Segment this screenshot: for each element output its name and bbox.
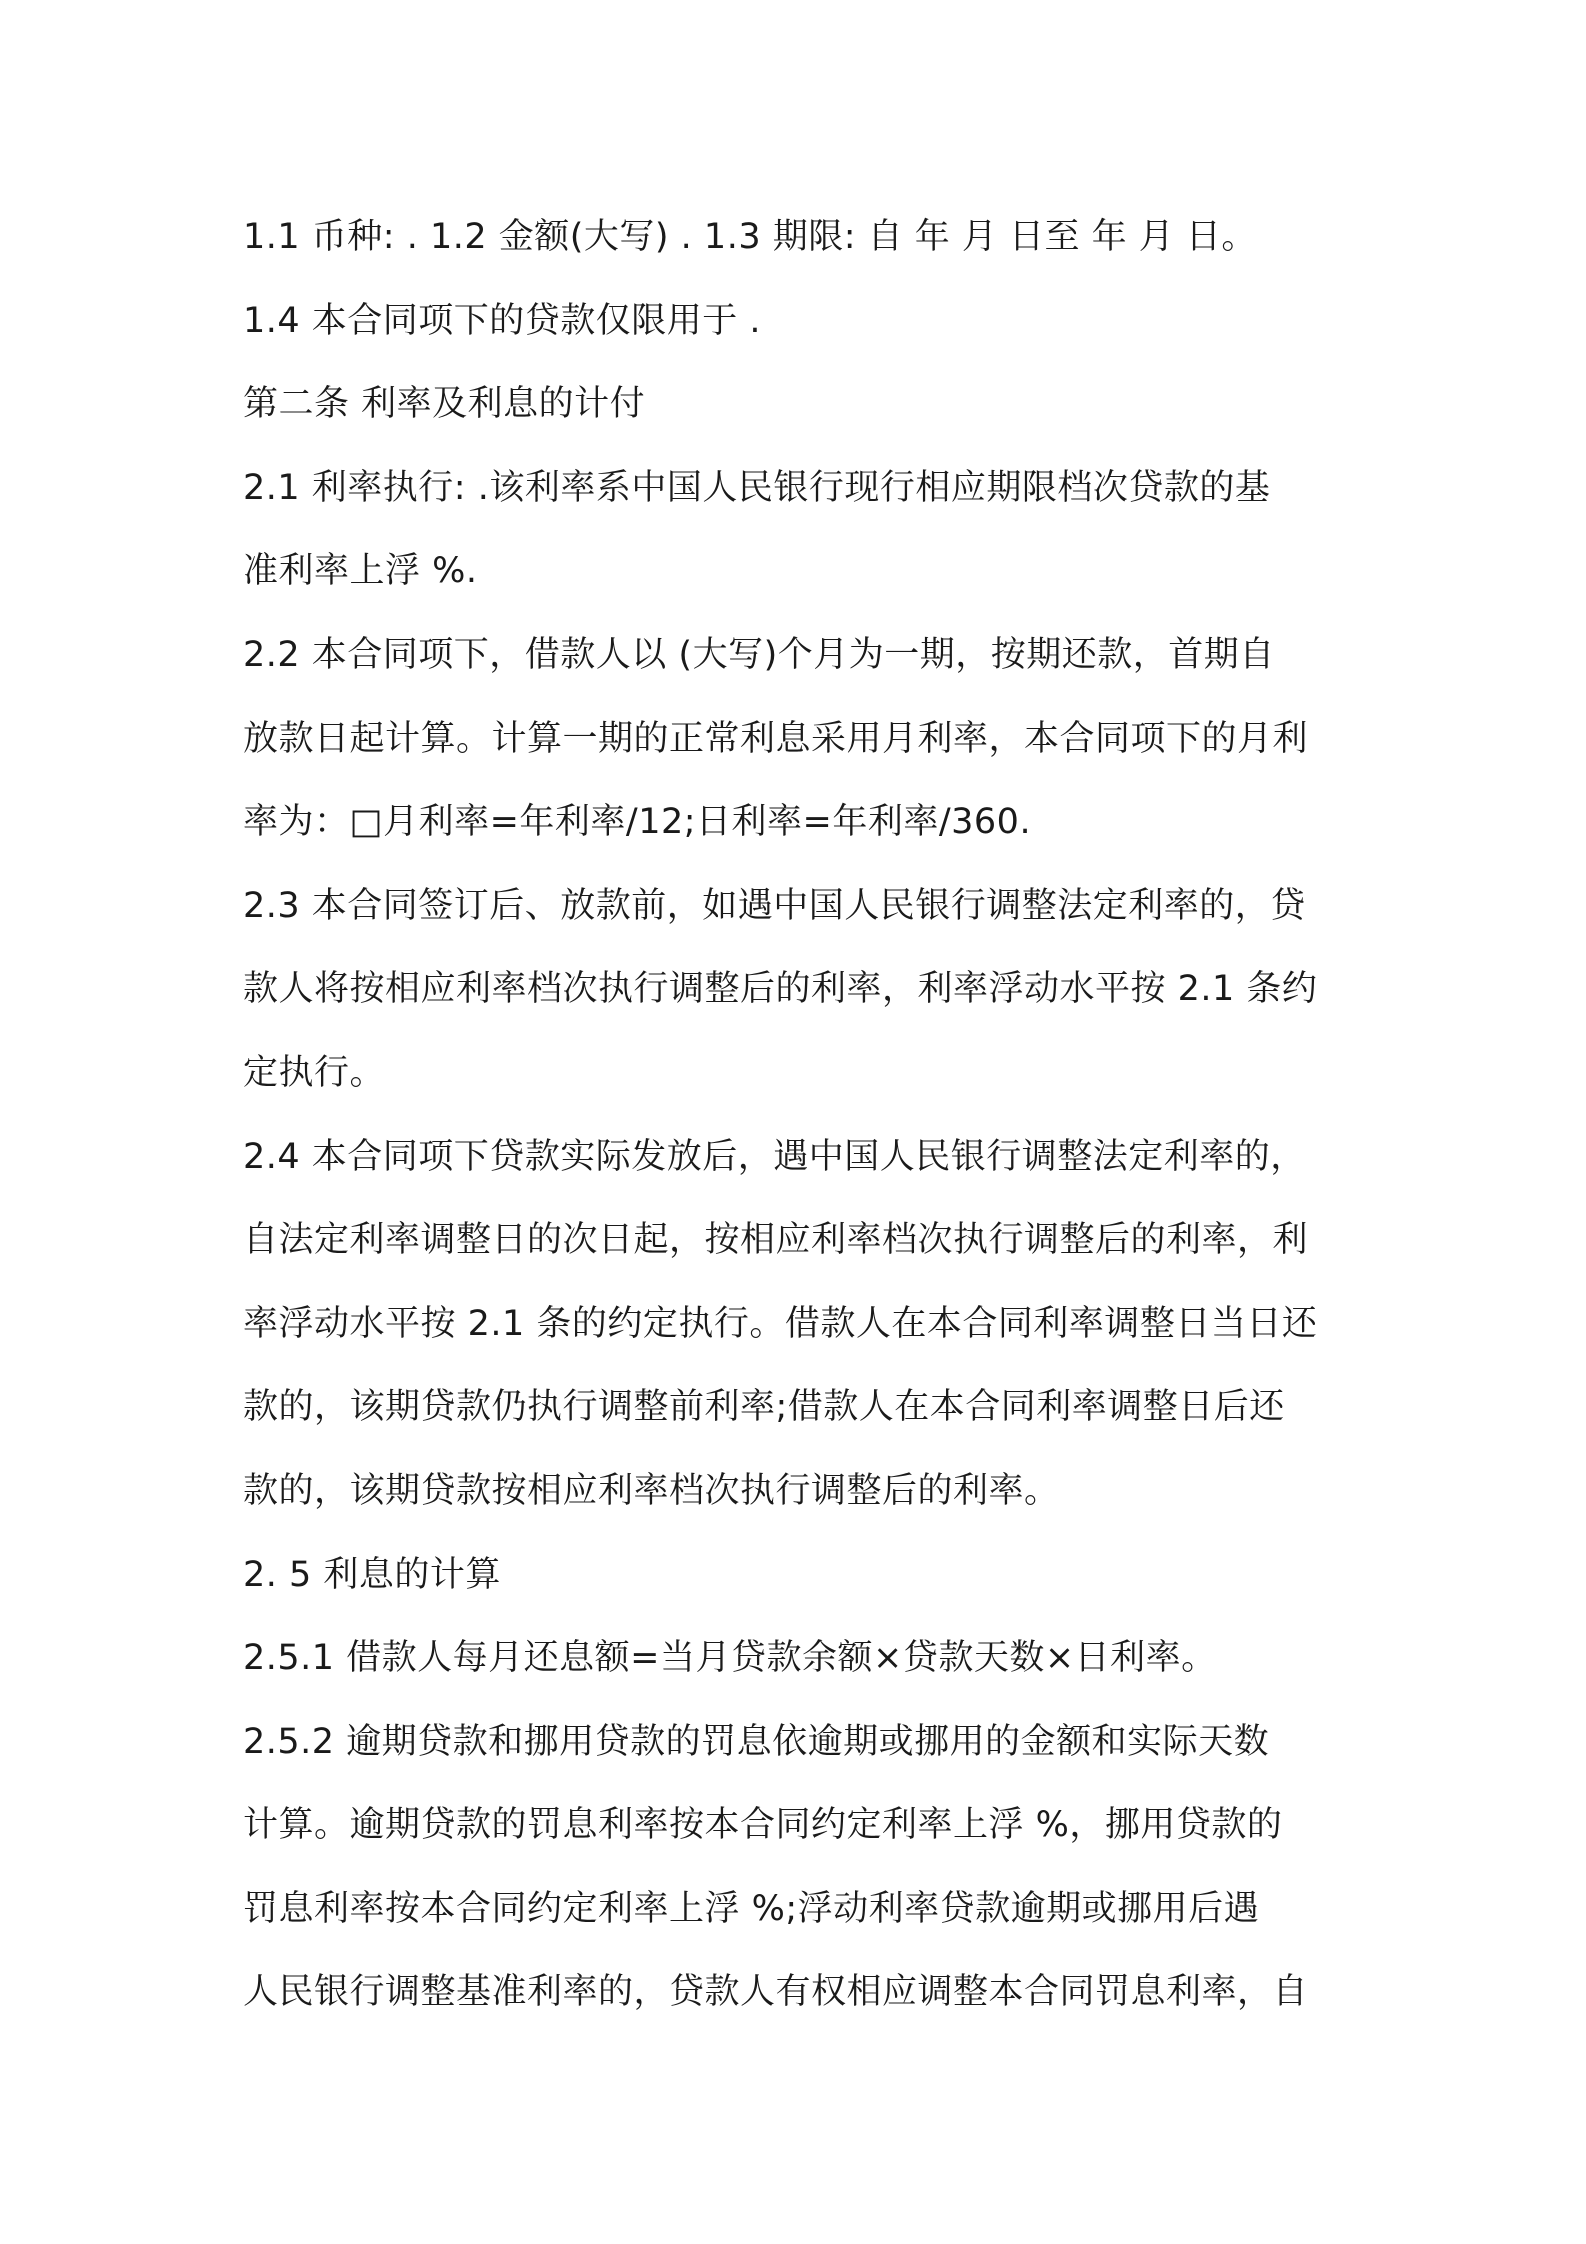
clause-2-5-1-line: 2.5.1 借款人每月还息额=当月贷款余额×贷款天数×日利率。 — [243, 1638, 1217, 1679]
clause-2-2-line-2: 放款日起计算。计算一期的正常利息采用月利率，本合同项下的月利 — [243, 718, 1309, 759]
clause-2-3-line-2: 款人将按相应利率档次执行调整后的利率，利率浮动水平按 2.1 条约 — [243, 969, 1318, 1010]
contract-text — [243, 196, 1363, 2035]
clause-2-4-line-1: 2.4 本合同项下贷款实际发放后，遇中国人民银行调整法定利率的， — [243, 1136, 1306, 1177]
clause-2-1-line-1: 2.1 利率执行: .该利率系中国人民银行现行相应期限档次贷款的基 — [243, 467, 1271, 508]
clause-2-2-line-1: 2.2 本合同项下，借款人以 (大写)个月为一期，按期还款，首期自 — [243, 634, 1275, 675]
clause-2-5-2-line-2: 计算。逾期贷款的罚息利率按本合同约定利率上浮 %，挪用贷款的 — [243, 1805, 1283, 1846]
clause-2-5-2-line-4: 人民银行调整基准利率的，贷款人有权相应调整本合同罚息利率，自 — [243, 1972, 1309, 2013]
clause-2-5-2-line-1: 2.5.2 逾期贷款和挪用贷款的罚息依逾期或挪用的金额和实际天数 — [243, 1721, 1270, 1762]
clause-2-4-line-5: 款的，该期贷款按相应利率档次执行调整后的利率。 — [243, 1470, 1060, 1511]
clause-2-3-line-3: 定执行。 — [243, 1052, 386, 1093]
clause-1-4-line: 1.4 本合同项下的贷款仅限用于 . — [243, 300, 762, 341]
clause-2-5-2-line-3: 罚息利率按本合同约定利率上浮 %;浮动利率贷款逾期或挪用后遇 — [243, 1888, 1260, 1929]
clause-2-1-line-2: 准利率上浮 %. — [243, 551, 478, 592]
clause-2-4-line-3: 率浮动水平按 2.1 条的约定执行。借款人在本合同利率调整日当日还 — [243, 1303, 1318, 1344]
clause-2-2-line-3: 率为：□月利率=年利率/12;日利率=年利率/360. — [243, 802, 1032, 843]
clause-2-3-line-1: 2.3 本合同签订后、放款前，如遇中国人民银行调整法定利率的，贷 — [243, 885, 1306, 926]
clause-2-4-line-4: 款的，该期贷款仍执行调整前利率;借款人在本合同利率调整日后还 — [243, 1387, 1285, 1428]
clause-2-4-line-2: 自法定利率调整日的次日起，按相应利率档次执行调整后的利率，利 — [243, 1220, 1309, 1261]
clause-1-1-line: 1.1 币种: . 1.2 金额(大写) . 1.3 期限: 自 年 月 日至 年 月 日。 — [243, 217, 1257, 257]
article-2-heading: 第二条 利率及利息的计付 — [243, 384, 646, 425]
clause-2-5-heading: 2. 5 利息的计算 — [243, 1554, 501, 1595]
